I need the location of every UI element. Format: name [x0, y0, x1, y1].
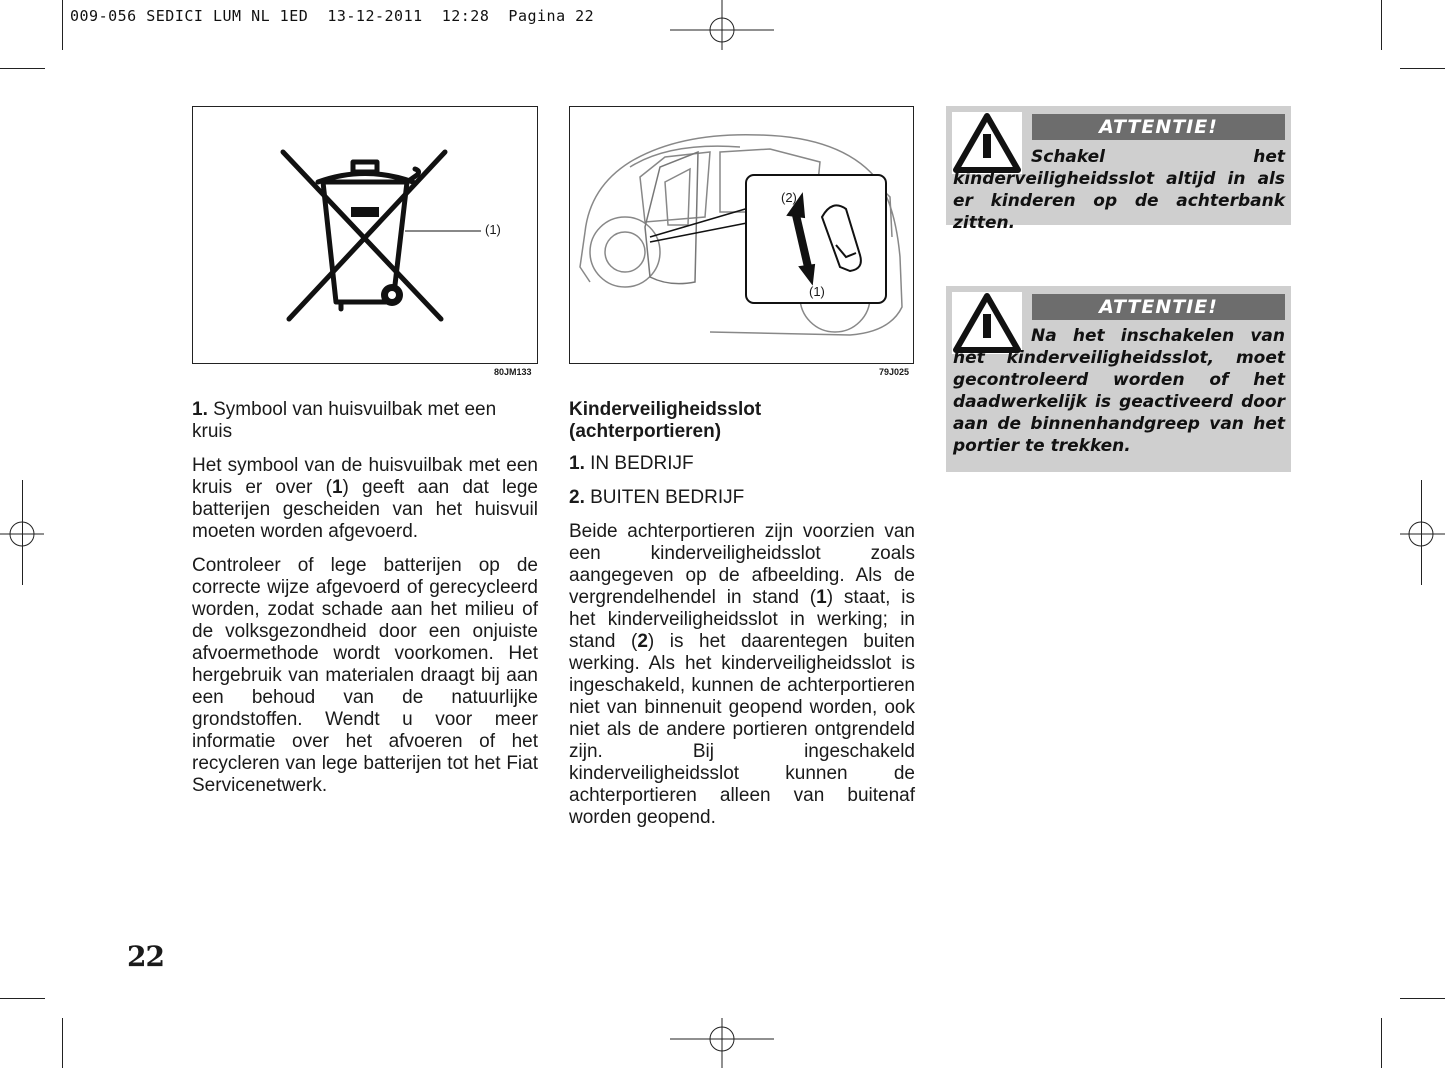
column-child-lock	[569, 399, 915, 841]
warning-title: ATTENTIE!	[1032, 114, 1285, 140]
warning-text: Schakel het kinderveiligheidsslot altijd in als er kinderen op de achterbank zitten.	[953, 147, 1285, 233]
figure2-callout-1: (1)	[809, 284, 825, 299]
figure-child-lock	[569, 106, 914, 364]
item-number: 1.	[192, 399, 208, 420]
warning-box-1	[946, 106, 1291, 233]
paragraph-bin-symbol: Het symbool van de huisvuilbak met een kruis er over (1) geeft aan dat lege batterijen gescheiden van het huisvuil moeten worden afgevoerd.	[192, 455, 538, 542]
section-heading: Kinderveiligheidsslot (achterportieren)	[569, 399, 762, 442]
figure1-code: 80JM133	[494, 367, 532, 377]
list-item	[192, 399, 538, 443]
item-text: Symbool van huisvuilbak met een kruis	[192, 399, 497, 442]
list-item: 2. BUITEN BEDRIJF	[569, 487, 745, 508]
column-batteries	[192, 399, 538, 809]
warning-text: Na het inschakelen van het kinderveiligheidsslot, moet gecontroleerd worden of het daadwerkelijk is geactiveerd door aan de binnenhandgreep van het portier te trekken.	[953, 326, 1285, 456]
paragraph-child-lock: Beide achterportieren zijn voorzien van een kinderveiligheidsslot zoals aangegeven op de afbeelding. Als de vergrendelhendel in stand (1) staat, is het kinderveiligheidsslot in werking; in stand (2) is het daarentegen buiten werking. Als het kinderveiligheidsslot is ingeschakeld, kunnen de achterportieren niet van binnenuit geopend worden, ook niet als de andere portieren ontgrendeld zijn. Bij ingeschakeld kinderveiligheidsslot kunnen de achterportieren alleen van buitenaf worden geopend.	[569, 521, 916, 828]
page-number: 22	[127, 940, 164, 973]
warning-title: ATTENTIE!	[1032, 294, 1285, 320]
figure2-callout-2: (2)	[781, 190, 797, 205]
figure-recycle-bin	[192, 106, 538, 364]
warning-box-2	[946, 286, 1291, 472]
car-door-illustration	[570, 107, 912, 362]
print-slug: 009-056 SEDICI LUM NL 1ED 13-12-2011 12:28 Pagina 22	[70, 7, 595, 25]
figure1-callout-1: (1)	[485, 222, 501, 237]
list-item: 1. IN BEDRIJF	[569, 453, 694, 474]
figure2-code: 79J025	[879, 367, 910, 377]
paragraph-recycling: Controleer of lege batterijen op de correcte wijze afgevoerd of gerecycleerd worden, zodat schade aan het milieu of de volksgezondheid door een onjuiste afvoermethode wordt voorkomen. Het hergebruik van materialen draagt bij aan een behoud van de natuurlijke grondstoffen. Wendt u voor meer informatie over het afvoeren of het recycleren van lege batterijen tot het Fiat Servicenetwerk.	[192, 555, 538, 796]
